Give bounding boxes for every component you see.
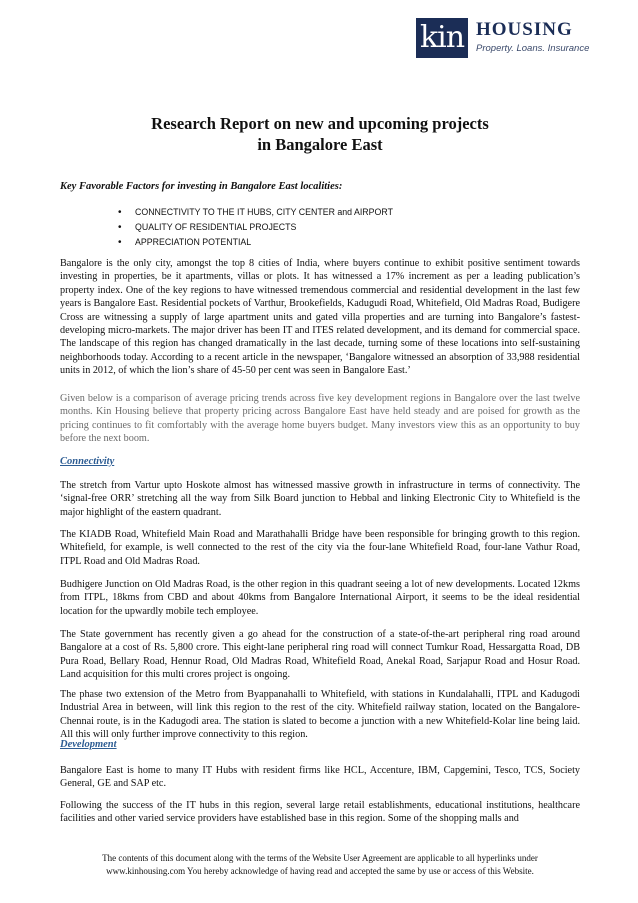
connectivity-paragraph: The phase two extension of the Metro from Byappanahalli to Whitefield, with stations in Kundalahalli, ITPL and Kadugodi Industrial Area in between, will link this region to the rest of the city. Whitefield railway station, located on the Bangalore-Chennai route, is in the Kadugodi area. The station is slated to become a junction with a new Whitefield-Kolar line being laid. All this will only further improve connectivity to this region. [60, 689, 580, 741]
connectivity-paragraph: Budhigere Junction on Old Madras Road, is the other region in this quadrant seeing a lot of new developments. Located 12kms from ITPL, 18kms from CBD and about 40kms from Bangalore International Airport, it seems to be the ideal residential location for the upwardly mobile tech employee. [60, 579, 580, 617]
intro-paragraph: Bangalore is the only city, amongst the top 8 cities of India, where buyers continue to exhibit positive sentiment towards investing in properties, be it apartments, villas or plots. It has witnessed a 17% increment as per a leading publication’s property index. One of the key regions to have witnessed tremendous commercial and residential development in the last few years is Bangalore East. Residential pockets of Varthur, Brookefields, Kadugudi Road, Whitefield, Old Madras Road, Budigere Cross are witnessing a supply of large apartment units and gated villa properties and are turning into Bangalore’s fastest-developing micro-markets. The major driver has been IT and ITES related development, and its demand for commercial space. The landscape of this region has changed dramatically in the last decade, turning some of these locations into self-sustaining neighborhoods today. According to a recent article in the newspaper, ‘Bangalore witnessed an absorption of 33,988 residential units in 2012, of which the lion’s share of 45-50 per cent was seen in Bangalore East.’ [60, 258, 580, 377]
section-heading-connectivity: Connectivity [60, 456, 115, 467]
footer-line: The contents of this document along with the terms of the Website User Agreement are applicable to all hyperlinks under [102, 853, 538, 863]
logo-name: HOUSING [476, 19, 573, 40]
list-item: • QUALITY OF RESIDENTIAL PROJECTS [118, 220, 393, 235]
comparison-paragraph: Given below is a comparison of average pricing trends across five key development regions in Bangalore over the last twelve months. Kin Housing believe that property pricing across Bangalore East have held steady and are poised for growth as the pricing continues to fit comfortably with the average home buyers budget. Many investors view this as an opportunity to buy before the next boom. [60, 393, 580, 445]
footer-line: www.kinhousing.com You hereby acknowledge of having read and accepted the same by use or access of this Website. [106, 866, 534, 876]
report-title [60, 113, 580, 155]
connectivity-paragraph: The State government has recently given a go ahead for the construction of a state-of-the-art peripheral ring road around Bangalore at a cost of Rs. 5,800 crore. This eight-lane peripheral ring road will connect Tumkur Road, Hessargatta Road, DB Pura Road, Bellary Road, Hennur Road, Old Madras Road, Whitefield Road, Anekal Road, Sarjapur Road and Hosur Road. Land acquisition for this multi crores project is ongoing. [60, 629, 580, 681]
logo-tagline: Property. Loans. Insurance [476, 43, 590, 54]
connectivity-paragraph: The stretch from Vartur upto Hoskote almost has witnessed massive growth in infrastructure in terms of connectivity. The ‘signal-free ORR’ stretching all the way from Silk Board junction to Hebbal and linking Electronic City to Whitefield is the major highlight of the eastern quadrant. [60, 480, 580, 518]
development-paragraph: Following the success of the IT hubs in this region, several large retail establishments, educational institutions, healthcare facilities and other varied service providers have established base in this region. Some of the shopping malls and [60, 800, 580, 825]
report-title-line1: Research Report on new and upcoming projects [151, 114, 489, 133]
section-heading-development: Development [60, 739, 117, 750]
report-title-line2: in Bangalore East [257, 135, 383, 154]
factors-list [118, 205, 393, 250]
list-item: • APPRECIATION POTENTIAL [118, 235, 393, 250]
connectivity-paragraph: The KIADB Road, Whitefield Main Road and Marathahalli Bridge have been responsible for bringing growth to this region. Whitefield, for example, is well connected to the rest of the city via the four-lane Whitefield Road, four-lane Vathur Road, ITPL Road and Old Madras Road. [60, 529, 580, 567]
development-paragraph: Bangalore East is home to many IT Hubs with resident firms like HCL, Accenture, IBM, Capgemini, Tesco, TCS, Society General, GE and SAP etc. [60, 765, 580, 790]
list-item: • CONNECTIVITY TO THE IT HUBS, CITY CENTER and AIRPORT [118, 205, 393, 220]
factors-subheading: Key Favorable Factors for investing in Bangalore East localities: [60, 181, 343, 192]
logo-mark: kin [416, 18, 468, 58]
page-footer [60, 852, 580, 878]
company-logo [416, 18, 602, 60]
